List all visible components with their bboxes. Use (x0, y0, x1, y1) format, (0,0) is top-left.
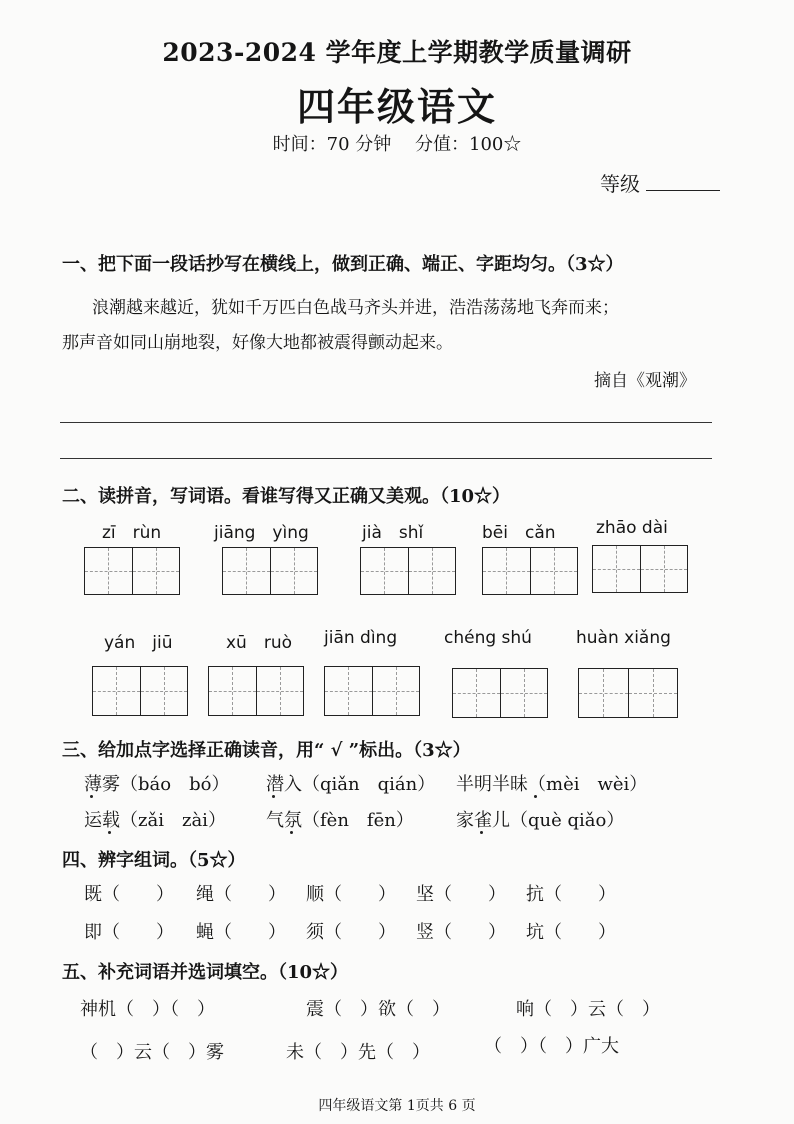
pinyin-label: zhāo dài (596, 518, 668, 538)
pinyin-label: jiāng yìng (214, 523, 309, 543)
pronunciation-item[interactable]: 运载（zǎi zài） (84, 810, 226, 831)
tianzige-box[interactable] (578, 668, 678, 718)
word-item[interactable]: 须（ ） (306, 922, 396, 943)
idiom-item[interactable]: 震（ ）欲（ ） (306, 999, 450, 1020)
page-footer: 四年级语文第 1页共 6 页 (318, 1098, 476, 1114)
source-note: 摘自《观潮》 (594, 371, 696, 391)
idiom-item[interactable]: 响（ ）云（ ） (516, 999, 660, 1020)
pinyin-label: yán jiū (104, 633, 173, 653)
word-item[interactable]: 蝇（ ） (196, 922, 286, 943)
word-item[interactable]: 即（ ） (84, 922, 174, 943)
subject-title: 四年级语文 (296, 84, 497, 129)
word-item[interactable]: 顺（ ） (306, 884, 396, 905)
pronunciation-item[interactable]: 半明半昧（mèi wèi） (456, 774, 648, 795)
word-item[interactable]: 竖（ ） (416, 922, 506, 943)
exam-title: 2023-2024 学年度上学期教学质量调研 (162, 38, 632, 67)
section4-heading: 四、辨字组词。（5☆） (62, 850, 246, 871)
pinyin-label: xū ruò (226, 633, 292, 653)
emphasis-dot (534, 795, 537, 798)
tianzige-box[interactable] (92, 666, 188, 716)
word-item[interactable]: 坚（ ） (416, 884, 506, 905)
grade-label: 等级 (600, 172, 640, 196)
idiom-item[interactable]: （ ）（ ）广大 (484, 1036, 619, 1057)
section3-heading: 三、给加点字选择正确读音，用“ √ ”标出。（3☆） (62, 740, 471, 761)
section1-heading: 一、把下面一段话抄写在横线上，做到正确、端正、字距均匀。（3☆） (62, 254, 624, 275)
tianzige-box[interactable] (324, 666, 420, 716)
emphasis-dot (108, 831, 111, 834)
emphasis-dot (480, 831, 483, 834)
pinyin-label: huàn xiǎng (576, 628, 671, 648)
word-item[interactable]: 坑（ ） (526, 922, 616, 943)
writing-line-2[interactable] (60, 458, 712, 459)
tianzige-box[interactable] (592, 545, 688, 593)
pronunciation-item[interactable]: 气氛（fèn fēn） (266, 810, 414, 831)
exam-meta: 时间：70 分钟 分值：100☆ (272, 134, 522, 155)
tianzige-box[interactable] (208, 666, 304, 716)
emphasis-dot (290, 831, 293, 834)
pinyin-label: jià shǐ (362, 523, 424, 543)
word-item[interactable]: 既（ ） (84, 884, 174, 905)
emphasis-dot (90, 795, 93, 798)
word-item[interactable]: 抗（ ） (526, 884, 616, 905)
pronunciation-item[interactable]: 潜入（qiǎn qián） (266, 774, 436, 795)
idiom-item[interactable]: 神机（ ）（ ） (80, 999, 215, 1020)
tianzige-box[interactable] (482, 547, 578, 595)
idiom-item[interactable]: （ ）云（ ）雾 (80, 1042, 224, 1063)
tianzige-box[interactable] (84, 547, 180, 595)
section5-heading: 五、补充词语并选词填空。（10☆） (62, 962, 349, 983)
emphasis-dot (272, 795, 275, 798)
tianzige-box[interactable] (360, 547, 456, 595)
grade-blank[interactable] (646, 190, 720, 191)
pinyin-label: bēi cǎn (482, 523, 556, 543)
pinyin-label: zī rùn (102, 523, 162, 543)
pinyin-label: jiān dìng (324, 628, 398, 648)
tianzige-box[interactable] (452, 668, 548, 718)
section2-heading: 二、读拼音，写词语。看谁写得又正确又美观。（10☆） (62, 486, 511, 507)
tianzige-box[interactable] (222, 547, 318, 595)
writing-line-1[interactable] (60, 422, 712, 423)
copy-text-line1: 浪潮越来越近，犹如千万匹白色战马齐头并进，浩浩荡荡地飞奔而来； (92, 298, 619, 318)
pronunciation-item[interactable]: 薄雾（báo bó） (84, 774, 230, 795)
pronunciation-item[interactable]: 家雀儿（què qiǎo） (456, 810, 625, 831)
idiom-item[interactable]: 未（ ）先（ ） (286, 1042, 430, 1063)
word-item[interactable]: 绳（ ） (196, 884, 286, 905)
pinyin-label: chéng shú (444, 628, 532, 648)
copy-text-line2: 那声音如同山崩地裂，好像大地都被震得颤动起来。 (62, 333, 453, 353)
